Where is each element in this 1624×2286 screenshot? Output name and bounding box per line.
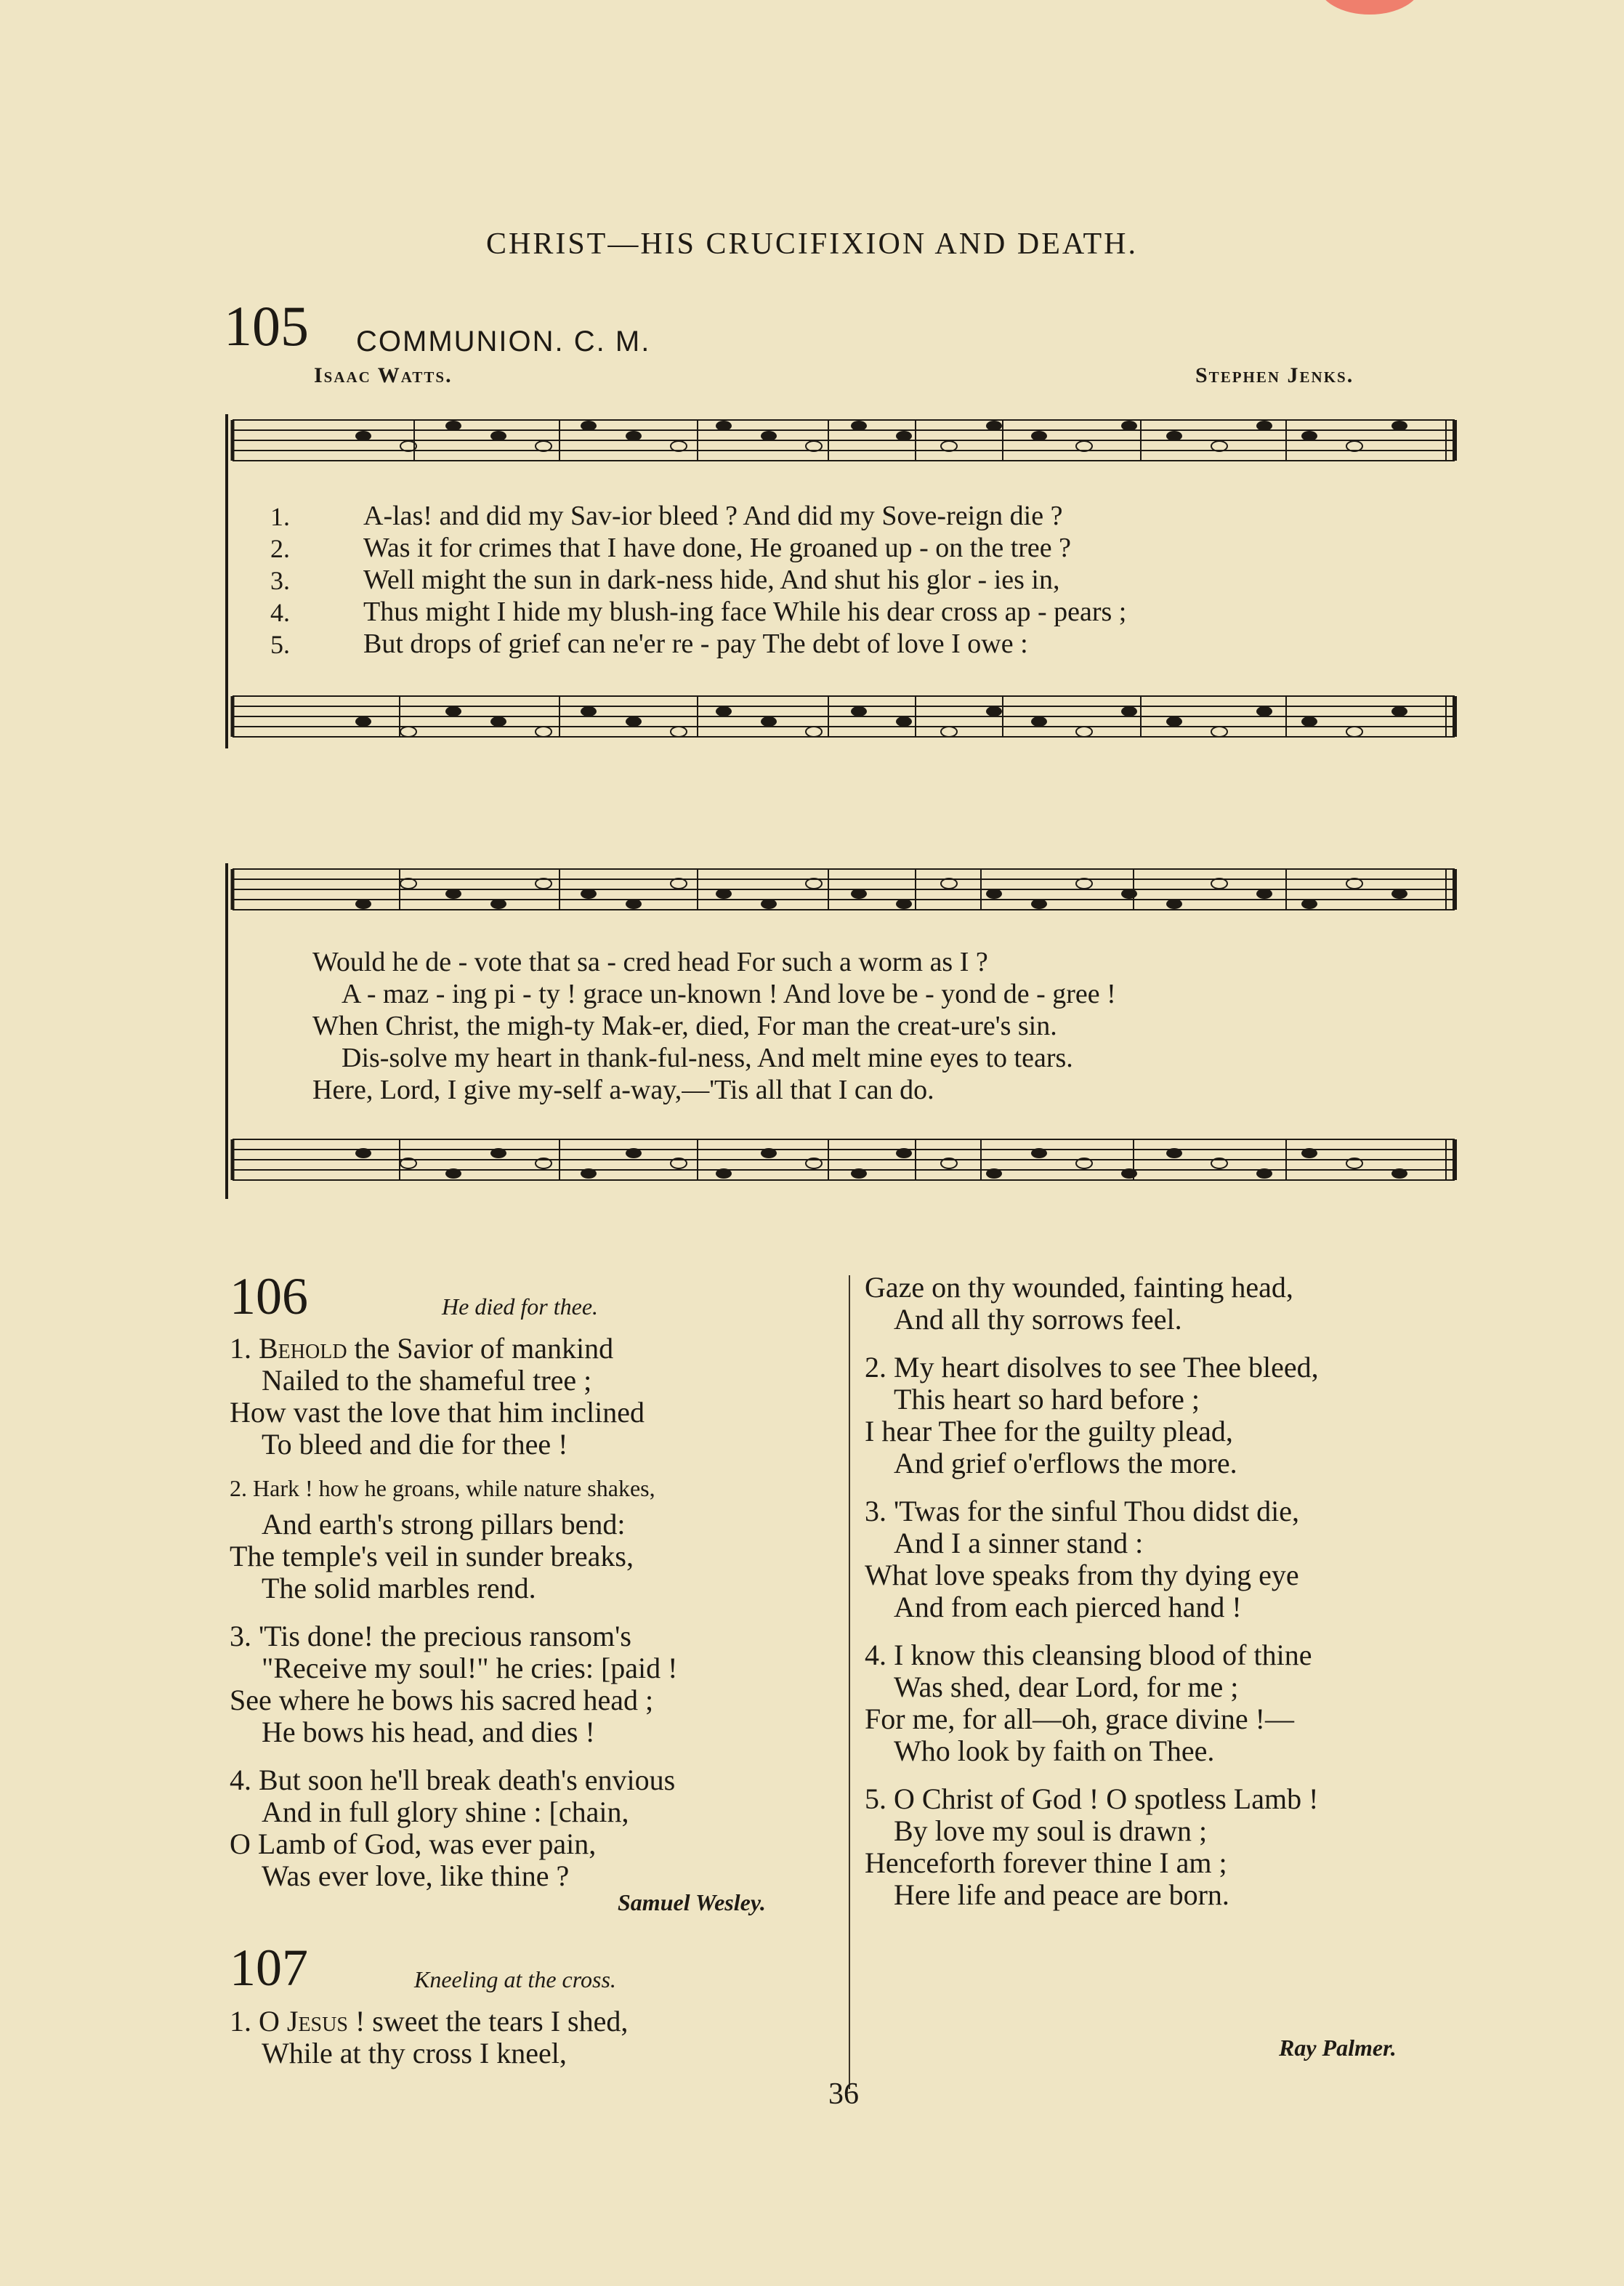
- column-divider: [849, 1275, 850, 2089]
- poem-line: 1. Behold the Savior of mankind: [230, 1332, 614, 1365]
- poem-line: The solid marbles rend.: [262, 1572, 536, 1604]
- poem-line: By love my soul is drawn ;: [894, 1814, 1208, 1847]
- hymn-105-number: 105: [224, 294, 309, 358]
- verse-number: 3.: [270, 566, 290, 595]
- verse-number: 1.: [270, 502, 290, 531]
- poem-line: And I a sinner stand :: [894, 1527, 1144, 1559]
- lyric-line: Dis-solve my heart in thank-ful-ness, And melt mine eyes to tears.: [342, 1043, 1073, 1073]
- poem-line: And all thy sorrows feel.: [894, 1303, 1182, 1336]
- poem-line: And grief o'erflows the more.: [894, 1447, 1237, 1479]
- poem-line: The temple's veil in sunder breaks,: [230, 1540, 634, 1572]
- poem-line: Was shed, dear Lord, for me ;: [894, 1671, 1239, 1703]
- poem-line: Here life and peace are born.: [894, 1878, 1229, 1911]
- poem-line: 2. Hark ! how he groans, while nature shakes,: [230, 1475, 655, 1501]
- poem-line: This heart so hard before ;: [894, 1383, 1200, 1415]
- poem-line: And in full glory shine : [chain,: [262, 1796, 629, 1828]
- hymn-107-number: 107: [230, 1939, 308, 1997]
- poem-line: 4. I know this cleansing blood of thine: [865, 1639, 1312, 1671]
- verse-number: 2.: [270, 534, 290, 563]
- hymn-106-number: 106: [230, 1267, 308, 1325]
- poem-line: What love speaks from thy dying eye: [865, 1559, 1299, 1591]
- poem-line: And from each pierced hand !: [894, 1591, 1242, 1623]
- poem-line: 3. 'Tis done! the precious ransom's: [230, 1620, 631, 1652]
- lyric-line: Well might the sun in dark-ness hide, And shut his glor - ies in,: [363, 565, 1060, 595]
- poem-line: To bleed and die for thee !: [262, 1428, 568, 1461]
- lyric-line: Thus might I hide my blush-ing face While his dear cross ap - pears ;: [363, 597, 1127, 627]
- poem-line: He bows his head, and dies !: [262, 1716, 595, 1748]
- poem-line: 5. O Christ of God ! O spotless Lamb !: [865, 1782, 1319, 1815]
- poem-line: 4. But soon he'll break death's envious: [230, 1764, 676, 1796]
- hymn-106-attribution: Samuel Wesley.: [618, 1889, 766, 1915]
- poem-line: O Lamb of God, was ever pain,: [230, 1827, 597, 1860]
- poem-line: "Receive my soul!" he cries: [paid !: [262, 1652, 678, 1684]
- verse-number: 4.: [270, 598, 290, 627]
- page-number: 36: [828, 2077, 859, 2111]
- hymn-107-attribution: Ray Palmer.: [1279, 2035, 1397, 2061]
- poem-line: Nailed to the shameful tree ;: [262, 1364, 592, 1397]
- poem-line: See where he bows his sacred head ;: [230, 1684, 654, 1716]
- poem-line: How vast the love that him inclined: [230, 1396, 645, 1429]
- poem-line: Was ever love, like thine ?: [262, 1859, 570, 1892]
- hymn-105-author: Isaac Watts.: [314, 363, 453, 387]
- hymn-105-composer: Stephen Jenks.: [1195, 363, 1354, 387]
- running-head: CHRIST—HIS CRUCIFIXION AND DEATH.: [485, 227, 1139, 261]
- poem-line: While at thy cross I kneel,: [262, 2037, 567, 2069]
- lyric-line: When Christ, the migh-ty Mak-er, died, For man the creat-ure's sin.: [312, 1011, 1057, 1041]
- lyric-line: A-las! and did my Sav-ior bleed ? And did my Sove-reign die ?: [363, 501, 1063, 531]
- lyric-line: But drops of grief can ne'er re - pay The debt of love I owe :: [363, 629, 1028, 659]
- hymn-105-title: COMMUNION. C. M.: [356, 326, 651, 358]
- poem-line: 2. My heart disolves to see Thee bleed,: [865, 1351, 1319, 1384]
- lyric-line: Would he de - vote that sa - cred head For such a worm as I ?: [312, 947, 988, 977]
- poem-line: Who look by faith on Thee.: [894, 1734, 1215, 1767]
- poem-line: For me, for all—oh, grace divine !—: [865, 1703, 1294, 1735]
- verse-number: 5.: [270, 630, 290, 659]
- lyric-line: Was it for crimes that I have done, He groaned up - on the tree ?: [363, 533, 1072, 563]
- poem-line: Gaze on thy wounded, fainting head,: [865, 1271, 1293, 1304]
- poem-line: And earth's strong pillars bend:: [262, 1508, 626, 1540]
- poem-line: Henceforth forever thine I am ;: [865, 1846, 1227, 1879]
- hymn-107-subtitle: Kneeling at the cross.: [414, 1966, 616, 1992]
- poem-line: 3. 'Twas for the sinful Thou didst die,: [865, 1495, 1300, 1527]
- poem-line: 1. O Jesus ! sweet the tears I shed,: [230, 2005, 629, 2037]
- lyric-line: A - maz - ing pi - ty ! grace un-known ! And love be - yond de - gree !: [342, 979, 1116, 1009]
- poem-line: I hear Thee for the guilty plead,: [865, 1415, 1233, 1447]
- lyric-line: Here, Lord, I give my-self a-way,—'Tis all that I can do.: [312, 1075, 934, 1105]
- hymn-106-subtitle: He died for thee.: [442, 1293, 599, 1320]
